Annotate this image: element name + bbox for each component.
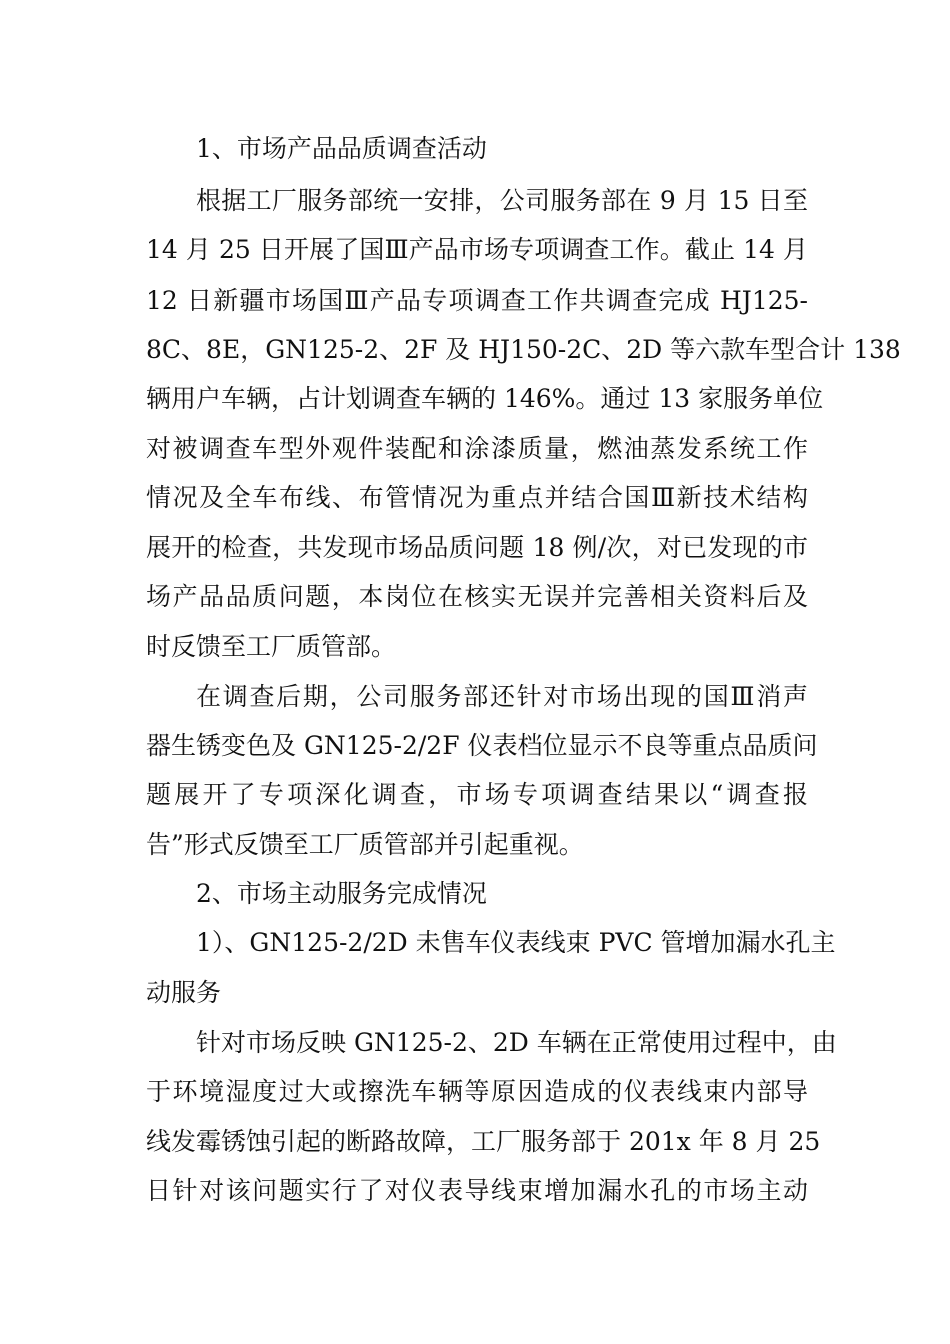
text-line: 对被调查车型外观件装配和涂漆质量，燃油蒸发系统工作: [146, 434, 808, 463]
text-line: 告”形式反馈至工厂质管部并引起重视。: [146, 830, 584, 859]
text-line: 情况及全车布线、布管情况为重点并结合国Ⅲ新技术结构: [146, 483, 808, 512]
text-line: 14 月 25 日开展了国Ⅲ产品市场专项调查工作。截止 14 月: [146, 235, 808, 264]
text-line: 辆用户车辆，占计划调查车辆的 146%。通过 13 家服务单位: [146, 384, 824, 413]
text-line: 题展开了专项深化调查，市场专项调查结果以“调查报: [146, 780, 808, 809]
text-line: 于环境湿度过大或擦洗车辆等原因造成的仪表线束内部导: [146, 1077, 808, 1106]
text-line: 根据工厂服务部统一安排，公司服务部在 9 月 15 日至: [196, 186, 808, 215]
text-line: 8C、8E，GN125-2、2F 及 HJ150-2C、2D 等六款车型合计 138: [146, 335, 901, 364]
text-line: 线发霉锈蚀引起的断路故障，工厂服务部于 201x 年 8 月 25: [146, 1127, 821, 1156]
heading-1: 1、市场产品品质调查活动: [196, 134, 487, 163]
text-line: 展开的检查，共发现市场品质问题 18 例/次，对已发现的市: [146, 533, 808, 562]
text-line: 场产品品质问题，本岗位在核实无误并完善相关资料后及: [146, 582, 808, 611]
text-line: 器生锈变色及 GN125-2/2F 仪表档位显示不良等重点品质问: [146, 731, 818, 760]
heading-2: 2、市场主动服务完成情况: [196, 879, 487, 908]
text-line: 12 日新疆市场国Ⅲ产品专项调查工作共调查完成 HJ125-: [146, 286, 808, 315]
text-line: 时反馈至工厂质管部。: [146, 632, 397, 661]
text-line: 日针对该问题实行了对仪表导线束增加漏水孔的市场主动: [146, 1176, 808, 1205]
subheading-line: 1）、GN125-2/2D 未售车仪表线束 PVC 管增加漏水孔主: [196, 928, 836, 957]
text-line: 在调查后期，公司服务部还针对市场出现的国Ⅲ消声: [196, 682, 808, 711]
text-line: 针对市场反映 GN125-2、2D 车辆在正常使用过程中，由: [196, 1028, 837, 1057]
subheading-line: 动服务: [146, 978, 222, 1007]
